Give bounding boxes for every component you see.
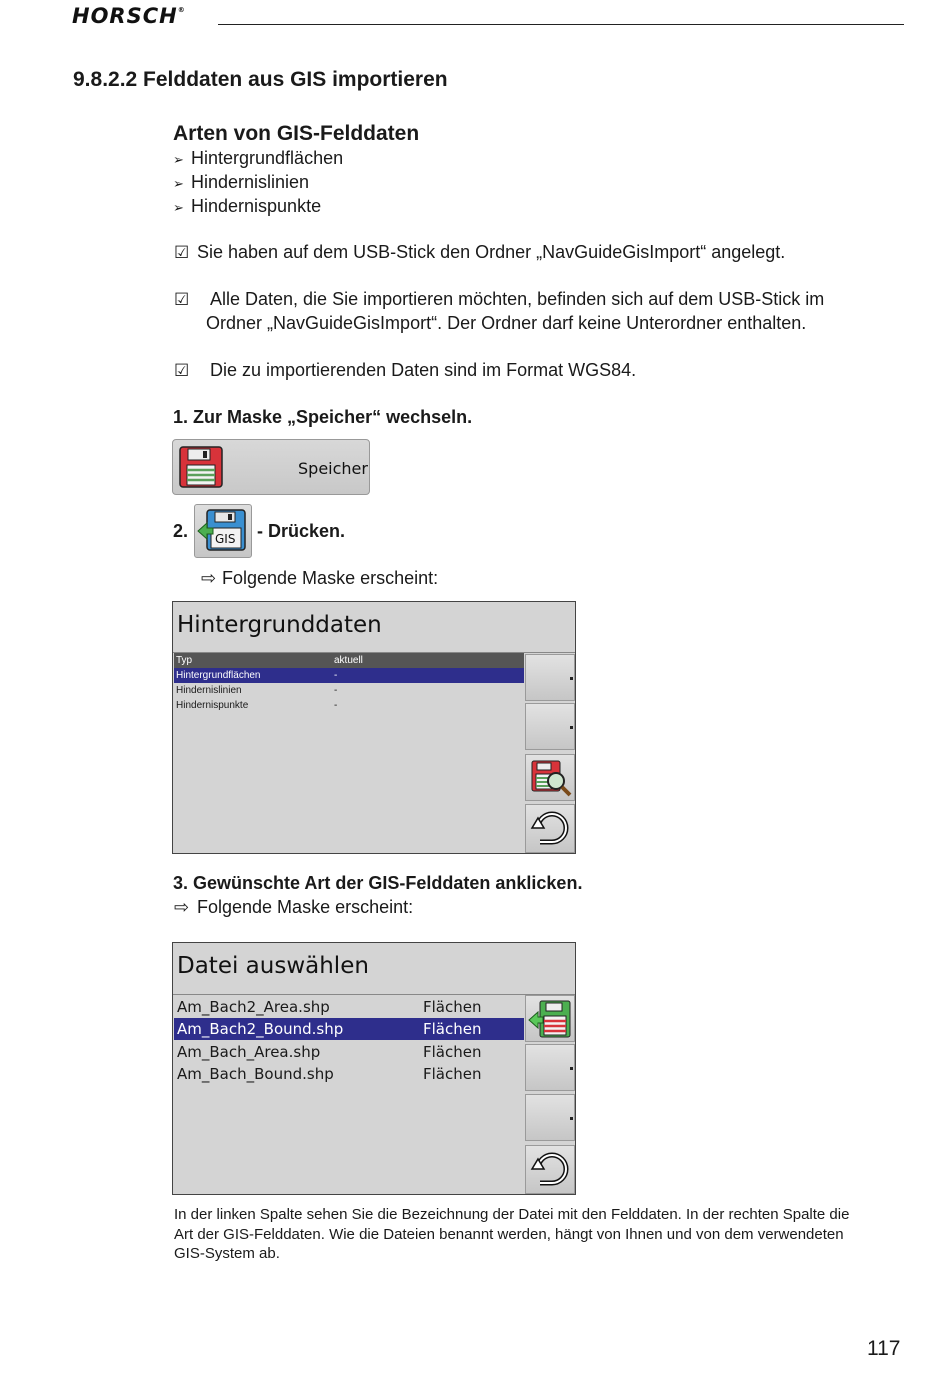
side-button-2[interactable]	[525, 703, 575, 750]
precondition-text: Alle Daten, die Sie importieren möchten, befinden sich auf dem USB-Stick im	[210, 289, 825, 309]
back-button[interactable]	[525, 1145, 575, 1194]
bullet-arrow-icon: ➢	[173, 176, 184, 191]
table-row[interactable]: Hindernislinien -	[176, 685, 338, 696]
hintergrunddaten-screen	[172, 601, 576, 854]
table-row[interactable]: Hindernispunkte -	[176, 700, 338, 711]
types-heading: Arten von GIS-Felddaten	[173, 122, 420, 145]
step-2-number: 2.	[173, 521, 189, 541]
list-item[interactable]: Am_Bach_Bound.shp Flächen	[177, 1065, 482, 1083]
table-header	[174, 653, 524, 668]
import-button[interactable]	[525, 995, 575, 1042]
result-arrow-icon: ⇨	[174, 897, 190, 917]
list-item: ➢ Hintergrundflächen	[173, 148, 344, 168]
gis-import-button[interactable]	[194, 504, 252, 558]
gis-search-button[interactable]	[525, 754, 575, 801]
horsch-logo: HORSCH®	[72, 4, 186, 28]
gis-search-icon	[528, 757, 574, 799]
bullet-arrow-icon: ➢	[173, 200, 184, 215]
section-title: 9.8.2.2 Felddaten aus GIS importieren	[73, 68, 448, 91]
list-item[interactable]: Am_Bach2_Bound.shp Flächen	[174, 1018, 524, 1040]
list-item: ➢ Hindernislinien	[173, 172, 310, 192]
step-2-text: - Drücken.	[257, 521, 346, 541]
gis-import-icon	[197, 508, 249, 554]
back-icon	[528, 808, 574, 850]
side-button-2[interactable]	[525, 1044, 575, 1091]
result-text: Folgende Maske erscheint:	[222, 568, 439, 588]
page-number: 117	[867, 1337, 901, 1360]
explanation-note: In der linken Spalte sehen Sie die Bezeichnung der Datei mit den Felddaten. In der rechten Spalte die Art der GIS-Felddaten. Wie die Dateien benannt werden, hängt von Ihnen und von dem verwendeten GIS-System ab.	[174, 1206, 850, 1262]
header-rule	[218, 24, 904, 25]
import-icon	[528, 998, 574, 1040]
checkbox-icon: ☑	[174, 361, 190, 380]
result-arrow-icon: ⇨	[201, 568, 217, 588]
list-item[interactable]: Am_Bach_Area.shp Flächen	[177, 1043, 482, 1061]
side-button-3[interactable]	[525, 1094, 575, 1141]
speicher-label: Speicher	[298, 459, 368, 478]
list-item[interactable]: Am_Bach2_Area.shp Flächen	[177, 998, 482, 1016]
column-header-typ: Typ	[176, 655, 193, 666]
list-item: ➢ Hindernispunkte	[173, 196, 322, 216]
divider	[173, 994, 575, 995]
screen-title: Datei auswählen	[177, 953, 369, 979]
step-1: 1. Zur Maske „Speicher“ wechseln.	[173, 407, 473, 427]
precondition-text: Die zu importierenden Daten sind im Format WGS84.	[210, 360, 637, 380]
result-text: Folgende Maske erscheint:	[197, 897, 414, 917]
table-row[interactable]: Hintergrundflächen -	[174, 668, 524, 683]
precondition-text: Ordner „NavGuideGisImport“. Der Ordner darf keine Unterordner enthalten.	[206, 313, 807, 333]
side-button-1[interactable]	[525, 654, 575, 701]
checkbox-icon: ☑	[174, 243, 190, 262]
screen-title: Hintergrunddaten	[177, 612, 382, 638]
save-icon	[179, 446, 223, 488]
speicher-button[interactable]	[172, 439, 370, 495]
back-icon	[528, 1149, 574, 1191]
svg-text:GIS: GIS	[215, 532, 236, 546]
checkbox-icon: ☑	[174, 290, 190, 309]
step-3: 3. Gewünschte Art der GIS-Felddaten anklicken.	[173, 873, 583, 893]
column-header-aktuell: aktuell	[334, 655, 363, 666]
datei-auswaehlen-screen	[172, 942, 576, 1195]
back-button[interactable]	[525, 804, 575, 853]
precondition-text: Sie haben auf dem USB-Stick den Ordner „NavGuideGisImport“ angelegt.	[197, 242, 786, 262]
bullet-arrow-icon: ➢	[173, 152, 184, 167]
